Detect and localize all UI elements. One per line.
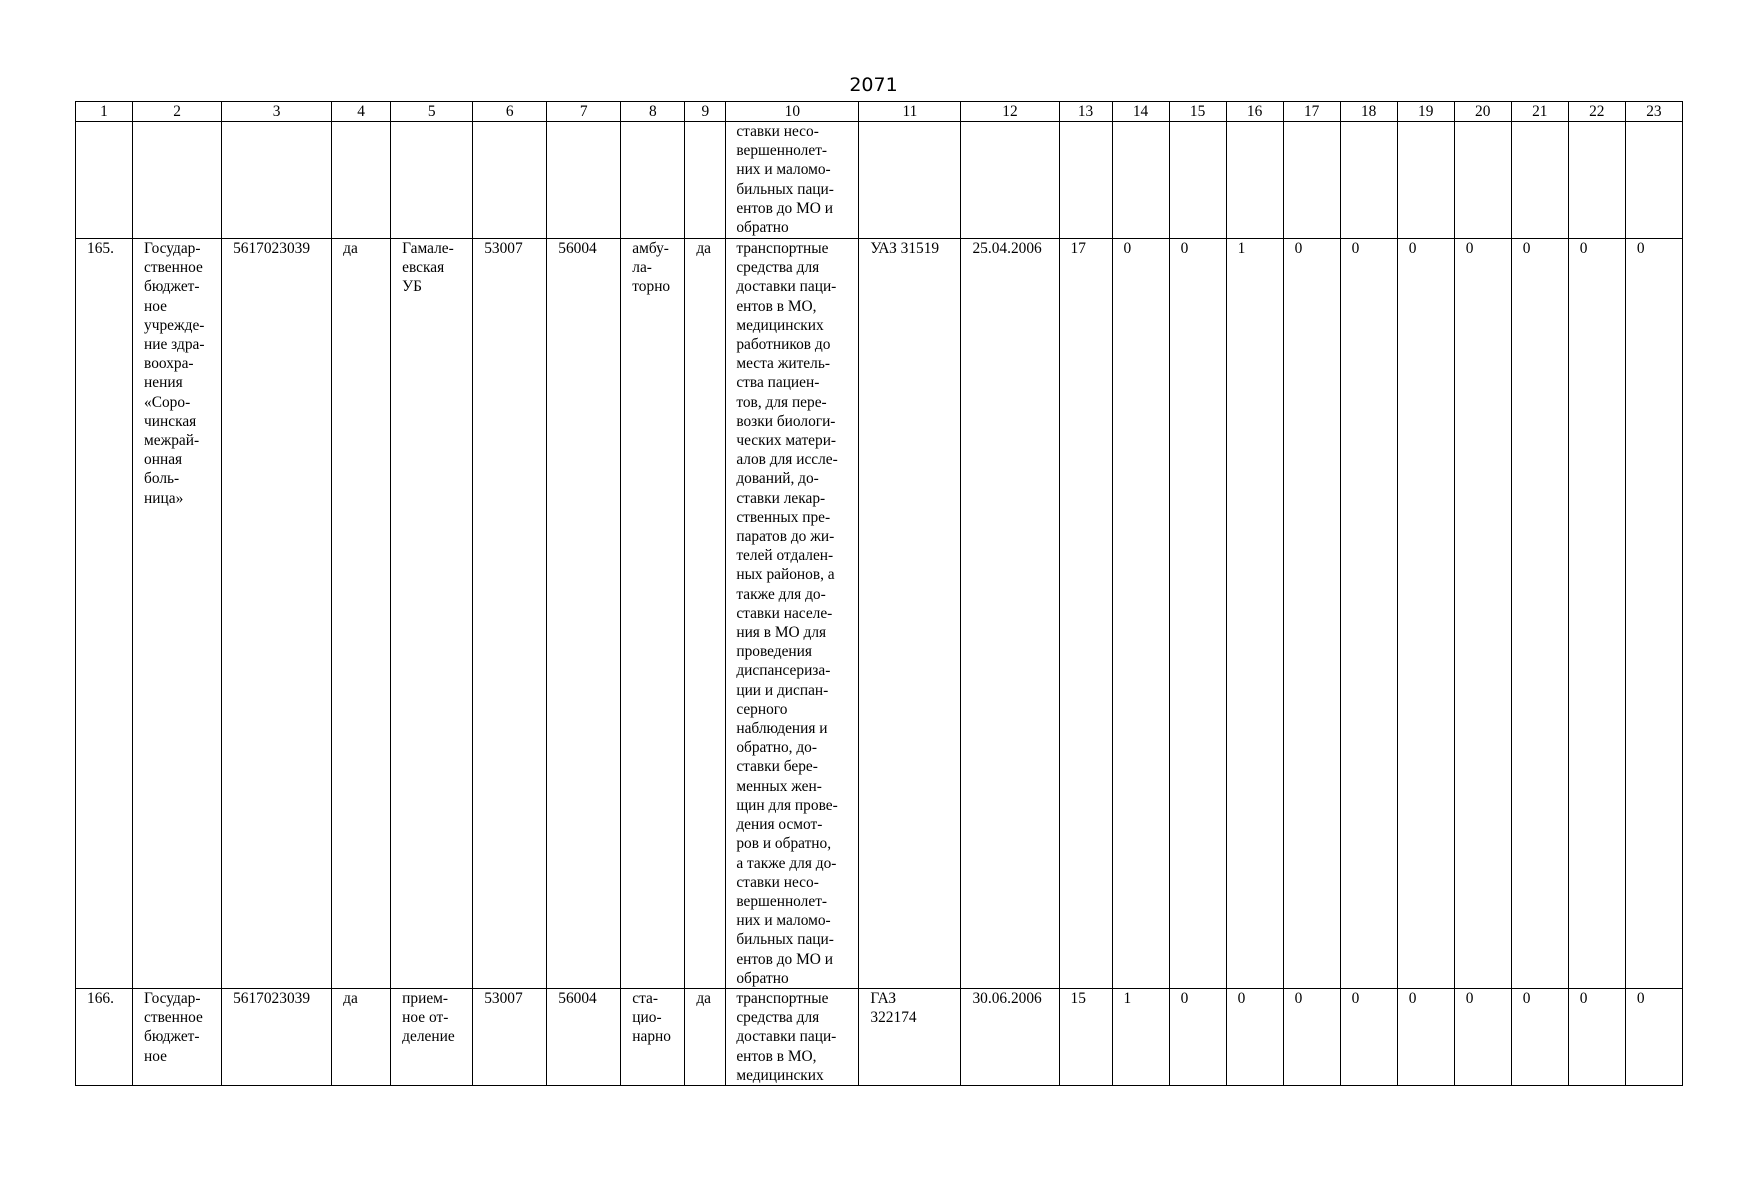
column-number-header: 6 <box>473 102 547 122</box>
table-cell <box>133 122 222 239</box>
table-cell: 0 <box>1397 988 1454 1085</box>
column-number-header: 19 <box>1397 102 1454 122</box>
table-cell: Государ- ственное бюджет- ное <box>133 988 222 1085</box>
table-cell: ста- цио- нарно <box>621 988 685 1085</box>
page-number: 2071 <box>849 74 898 96</box>
table-cell: да <box>685 239 726 989</box>
table-cell <box>1568 122 1625 239</box>
table-cell <box>1625 122 1682 239</box>
table-cell: 1 <box>1226 239 1283 989</box>
column-number-header-row <box>76 102 1683 122</box>
table-cell <box>1226 122 1283 239</box>
table-cell: 0 <box>1511 988 1568 1085</box>
column-number-header: 7 <box>547 102 621 122</box>
table-cell: 0 <box>1625 239 1682 989</box>
table-cell <box>332 122 391 239</box>
table-cell: 56004 <box>547 239 621 989</box>
table-cell <box>859 122 961 239</box>
table-cell: 5617023039 <box>222 239 332 989</box>
column-number-header: 16 <box>1226 102 1283 122</box>
column-number-header: 8 <box>621 102 685 122</box>
table-cell: ГАЗ 322174 <box>859 988 961 1085</box>
table-row <box>76 239 1683 989</box>
table-row-continuation <box>76 122 1683 239</box>
table-cell: 166. <box>76 988 133 1085</box>
table-cell: 0 <box>1283 988 1340 1085</box>
column-number-header: 11 <box>859 102 961 122</box>
table-cell: 0 <box>1625 988 1682 1085</box>
table-cell <box>685 122 726 239</box>
table-cell: 0 <box>1169 988 1226 1085</box>
column-number-header: 20 <box>1454 102 1511 122</box>
table-cell <box>473 122 547 239</box>
table-cell: 0 <box>1340 988 1397 1085</box>
column-number-header: 21 <box>1511 102 1568 122</box>
column-number-header: 1 <box>76 102 133 122</box>
column-number-header: 15 <box>1169 102 1226 122</box>
table-cell: прием- ное от- деление <box>391 988 473 1085</box>
table-row <box>76 988 1683 1085</box>
table-cell: 25.04.2006 <box>961 239 1059 989</box>
column-number-header: 12 <box>961 102 1059 122</box>
column-number-header: 22 <box>1568 102 1625 122</box>
column-number-header: 2 <box>133 102 222 122</box>
table-cell: 0 <box>1454 988 1511 1085</box>
table-cell <box>547 122 621 239</box>
column-number-header: 13 <box>1059 102 1112 122</box>
table-cell: 0 <box>1283 239 1340 989</box>
table-cell: 30.06.2006 <box>961 988 1059 1085</box>
table-cell: да <box>332 988 391 1085</box>
table-cell <box>76 122 133 239</box>
vehicle-register-table <box>75 101 1683 1086</box>
table-cell: Государ- ственное бюджет- ное учрежде- ние здра- воохра- нения «Соро- чинская межрай- онная боль- ница» <box>133 239 222 989</box>
table-cell <box>1340 122 1397 239</box>
table-cell: 0 <box>1454 239 1511 989</box>
table-cell: 56004 <box>547 988 621 1085</box>
table-cell: УАЗ 31519 <box>859 239 961 989</box>
column-number-header: 10 <box>726 102 859 122</box>
table-cell: 0 <box>1169 239 1226 989</box>
column-number-header: 4 <box>332 102 391 122</box>
table-cell <box>621 122 685 239</box>
column-number-header: 5 <box>391 102 473 122</box>
column-number-header: 17 <box>1283 102 1340 122</box>
table-cell: 0 <box>1511 239 1568 989</box>
table-cell <box>1511 122 1568 239</box>
column-number-header: 9 <box>685 102 726 122</box>
table-cell: ставки несо- вершеннолет- них и маломо- бильных паци- ентов до МО и обратно <box>726 122 859 239</box>
column-number-header: 23 <box>1625 102 1682 122</box>
table-cell: 165. <box>76 239 133 989</box>
table-cell: 15 <box>1059 988 1112 1085</box>
table-cell: 5617023039 <box>222 988 332 1085</box>
table-cell <box>391 122 473 239</box>
table-cell: амбу- ла- торно <box>621 239 685 989</box>
table-cell <box>961 122 1059 239</box>
table-cell: 0 <box>1112 239 1169 989</box>
table-cell: транспортные средства для доставки паци- ентов в МО, медицинских <box>726 988 859 1085</box>
table-cell <box>222 122 332 239</box>
table-cell: 0 <box>1340 239 1397 989</box>
table-cell <box>1059 122 1112 239</box>
table-cell: 1 <box>1112 988 1169 1085</box>
table-cell: 53007 <box>473 239 547 989</box>
column-number-header: 14 <box>1112 102 1169 122</box>
table-cell <box>1169 122 1226 239</box>
table-cell: 0 <box>1568 988 1625 1085</box>
column-number-header: 3 <box>222 102 332 122</box>
table-cell: 53007 <box>473 988 547 1085</box>
table-cell: 0 <box>1568 239 1625 989</box>
table-cell: да <box>685 988 726 1085</box>
table-cell <box>1283 122 1340 239</box>
table-cell: да <box>332 239 391 989</box>
table-cell <box>1397 122 1454 239</box>
table-cell <box>1454 122 1511 239</box>
table-cell: 0 <box>1226 988 1283 1085</box>
table-cell: 0 <box>1397 239 1454 989</box>
table-cell: Гамале- евская УБ <box>391 239 473 989</box>
table-cell: транспортные средства для доставки паци- ентов в МО, медицинских работников до места житель- ства пациен- тов, для пере- возки биологи- ческих матери- алов для иссле- дований, до- ставки лекар- ственных пре- паратов до жи- телей отдален- ных районов, а также для до- ставки населе- ния в МО для проведения диспансериза- ции и диспан- серного наблюдения и обратно, до- ставки бере- менных жен- щин для прове- дения осмот- ров и обратно, а также для до- ставки несо- вершеннолет- них и маломо- бильных паци- ентов до МО и обратно <box>726 239 859 989</box>
column-number-header: 18 <box>1340 102 1397 122</box>
table-cell: 17 <box>1059 239 1112 989</box>
table-cell <box>1112 122 1169 239</box>
